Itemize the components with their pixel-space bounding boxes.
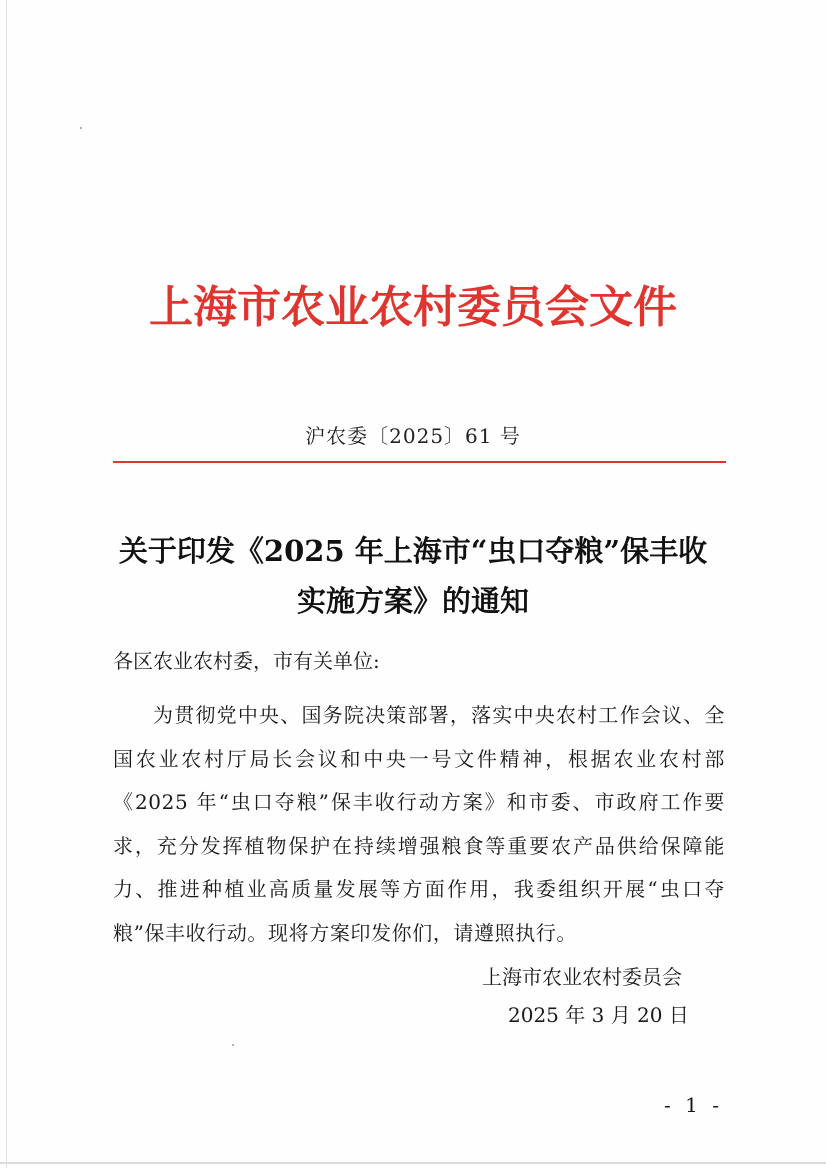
- notice-title-line-1: 关于印发《2025 年上海市“虫口夺粮”保丰收: [118, 534, 708, 568]
- signature-date: 2025 年 3 月 20 日: [508, 1003, 689, 1027]
- scan-bottom-edge: [0, 1162, 826, 1164]
- body-paragraph: 为贯彻党中央、国务院决策部署，落实中央农村工作会议、全国农业农村厅局长会议和中央一号文件精神，根据农业农村部《2025 年“虫口夺粮”保丰收行动方案》和市委、市政府工作要求，充分发挥植物保护在持续增强粮食等重要农产品供给保障能力、推进种植业高质量发展等方面作用，我委组织开展“虫口夺粮”保丰收行动。现将方案印发你们，请遵照执行。: [113, 703, 725, 945]
- scan-speck: [80, 127, 82, 129]
- red-divider-line: [113, 461, 726, 463]
- addressee-line: 各区农业农村委，市有关单位:: [113, 649, 380, 673]
- issuing-authority-header: 上海市农业农村委员会文件: [149, 282, 677, 333]
- notice-title-line-2: 实施方案》的通知: [296, 584, 529, 618]
- page-number: - 1 -: [664, 1093, 723, 1117]
- notice-title: [60, 526, 766, 626]
- scan-left-edge: [6, 0, 7, 1168]
- scan-speck: [232, 1044, 234, 1046]
- document-number: 沪农委〔2025〕61 号: [305, 424, 521, 448]
- signature-organization: 上海市农业农村委员会: [482, 965, 682, 989]
